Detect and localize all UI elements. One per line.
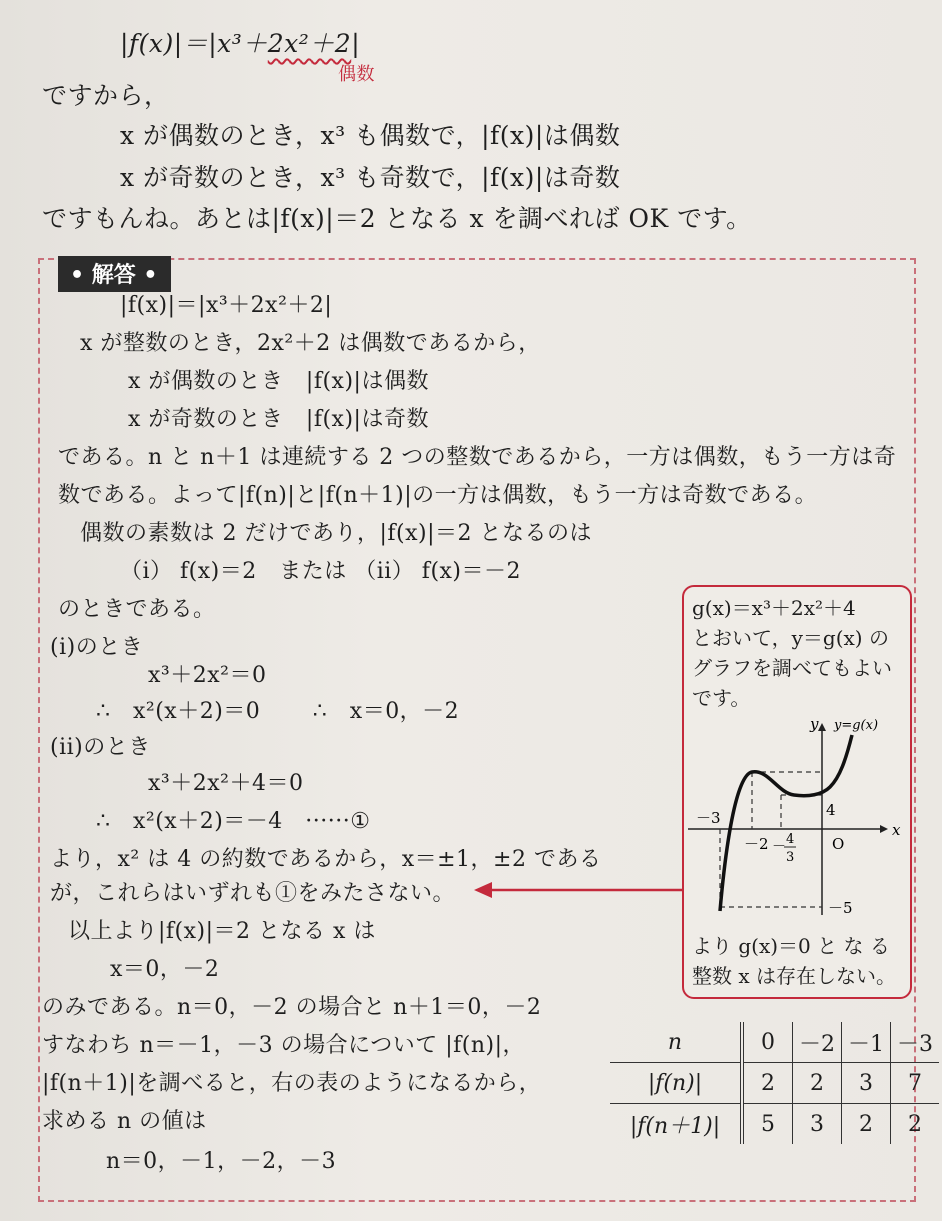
table-cell: 7 — [891, 1063, 940, 1104]
table-cell: 5 — [742, 1104, 793, 1145]
answer-line: すなわち n＝－1，－3 の場合について |f(n)|， — [42, 1033, 526, 1058]
answer-line: が，これらはいずれも①をみたさない。 — [50, 881, 456, 906]
answer-line: ∴ x²(x＋2)＝－4 ······① — [96, 809, 371, 834]
table-row — [610, 1104, 939, 1145]
tick-frac-num: 4 — [786, 832, 795, 847]
tick-frac-sign: － — [772, 839, 786, 855]
tick-frac-den: 3 — [786, 850, 795, 865]
table-cell: 3 — [842, 1063, 891, 1104]
answer-line: (ii)のとき — [50, 735, 151, 760]
tick-4: 4 — [826, 801, 836, 819]
answer-line: x³＋2x²＝0 — [148, 663, 267, 688]
answer-line: 数である。よって|f(n)|と|f(n＋1)|の一方は偶数，もう一方は奇数である。 — [58, 483, 818, 508]
answer-line: 求める n の値は — [42, 1109, 207, 1134]
side-note-line: グラフを調べてもよい — [692, 656, 892, 680]
answer-line: x＝0，－2 — [110, 957, 220, 982]
table-row — [610, 1022, 939, 1063]
answer-line: x が整数のとき，2x²＋2 は偶数であるから， — [80, 331, 541, 356]
origin-label: O — [832, 835, 845, 853]
intro-line-3: x が偶数のとき，x³ も偶数で，|f(x)|は偶数 — [120, 121, 621, 150]
table-cell: 3 — [793, 1104, 842, 1145]
even-annotation: 偶数 — [338, 64, 375, 85]
y-label: y — [810, 715, 819, 733]
tick-neg2: －2 — [744, 835, 769, 853]
answer-line: ∴ x²(x＋2)＝0 ∴ x＝0，－2 — [96, 699, 460, 724]
answer-line: のみである。n＝0，－2 の場合と n＋1＝0，－2 — [42, 995, 542, 1020]
g-curve — [720, 735, 852, 911]
intro-line-2: ですから， — [42, 81, 170, 110]
table-cell: |f(n＋1)| — [610, 1104, 742, 1145]
tick-neg5: －5 — [828, 899, 853, 917]
side-note-line: より g(x)＝0 と な る — [692, 934, 890, 958]
answer-line: x が偶数のとき |f(x)|は偶数 — [128, 369, 429, 394]
side-note-line: g(x)＝x³＋2x²＋4 — [692, 596, 856, 620]
table-cell: 2 — [793, 1063, 842, 1104]
x-axis-arrow — [880, 825, 888, 833]
answer-line: 以上より|f(x)|＝2 となる x は — [68, 919, 376, 944]
curve-label: y=g(x) — [834, 718, 879, 733]
y-axis-arrow — [818, 723, 826, 731]
answer-line: x が奇数のとき |f(x)|は奇数 — [128, 407, 429, 432]
side-note-line: です。 — [692, 686, 751, 710]
intro-line-4: x が奇数のとき，x³ も奇数で，|f(x)|は奇数 — [120, 163, 621, 192]
table-cell: 2 — [842, 1104, 891, 1145]
answer-line: |f(x)|＝|x³＋2x²＋2| — [120, 293, 333, 318]
table-cell: 0 — [742, 1022, 793, 1063]
intro-line-5: ですもんね。あとは|f(x)|＝2 となる x を調べれば OK です。 — [42, 204, 752, 233]
result-table — [610, 1022, 939, 1144]
table-cell: －1 — [842, 1022, 891, 1063]
side-note-line: 整数 x は存在しない。 — [692, 964, 896, 988]
answer-line: （i） f(x)＝2 または （ii） f(x)＝－2 — [120, 559, 522, 584]
answer-line: (i)のとき — [50, 635, 144, 660]
cubic-graph — [684, 715, 910, 925]
answer-line: x³＋2x²＋4＝0 — [148, 771, 304, 796]
answer-tag: • 解答 • — [58, 256, 171, 292]
answer-line: より，x² は 4 の約数であるから，x＝±1，±2 である — [50, 847, 602, 872]
answer-line: n＝0，－1，－2，－3 — [106, 1149, 337, 1174]
side-note-line: とおいて，y＝g(x) の — [692, 626, 889, 650]
table-cell: 2 — [742, 1063, 793, 1104]
side-note-box — [682, 585, 912, 999]
answer-line: である。n と n＋1 は連続する 2 つの整数であるから，一方は偶数，もう一方は奇 — [58, 445, 897, 470]
tick-neg3: －3 — [696, 809, 721, 827]
answer-line: 偶数の素数は 2 だけであり，|f(x)|＝2 となるのは — [80, 521, 593, 546]
table-cell: －2 — [793, 1022, 842, 1063]
answer-line: |f(n＋1)|を調べると，右の表のようになるから， — [42, 1071, 542, 1096]
intro-formula: |f(x)|＝|x³＋2x²＋2| — [120, 29, 361, 58]
pointer-arrow — [470, 878, 684, 902]
x-label: x — [892, 821, 901, 839]
answer-line: のときである。 — [58, 597, 216, 622]
table-cell: 2 — [891, 1104, 940, 1145]
table-cell: －3 — [891, 1022, 940, 1063]
table-cell: n — [610, 1022, 742, 1063]
table-cell: |f(n)| — [610, 1063, 742, 1104]
table-row — [610, 1063, 939, 1104]
